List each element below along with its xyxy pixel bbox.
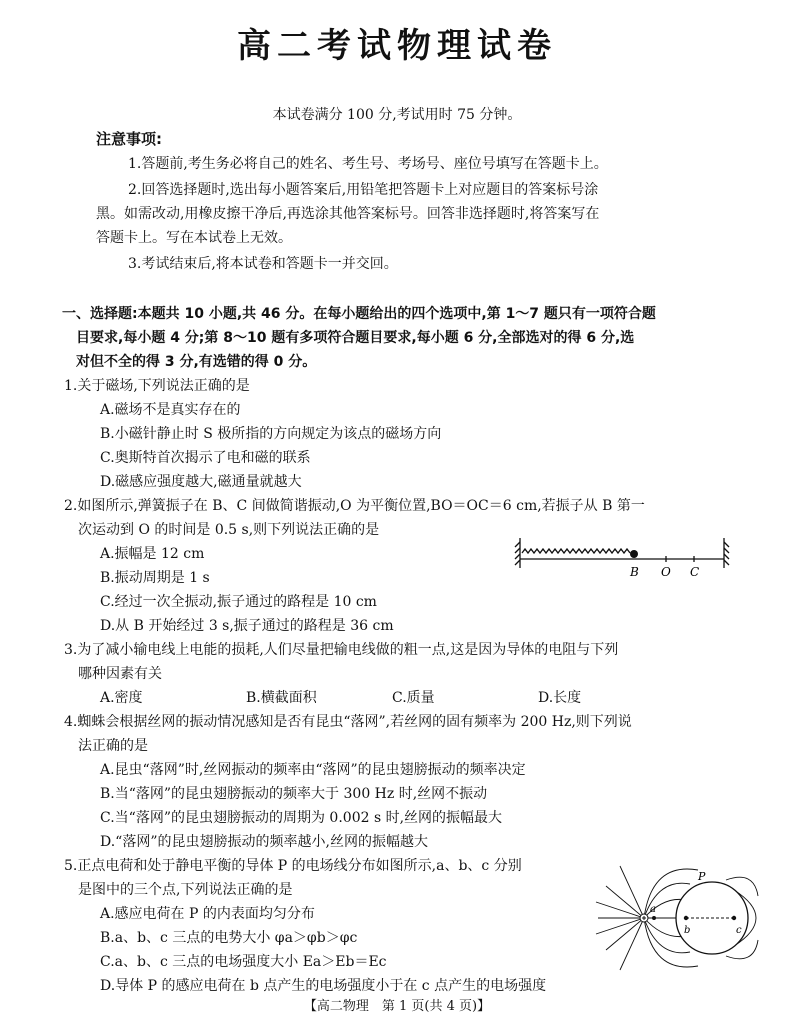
page-footer: 【高二物理 第 1 页(共 4 页)】	[303, 999, 491, 1014]
figure-label-a: a	[650, 904, 656, 915]
notice-heading: 注意事项:	[96, 130, 162, 148]
question-option: B.横截面积	[246, 690, 317, 706]
question-option: A.感应电荷在 P 的内表面均匀分布	[100, 906, 315, 922]
electric-field-figure	[594, 856, 760, 980]
question-stem: 3.为了减小输电线上电能的损耗,人们尽量把输电线做的粗一点,这是因为导体的电阻与下列	[64, 642, 619, 658]
notice-line: 答题卡上。写在本试卷上无效。	[96, 230, 292, 246]
figure-label-c: C	[690, 565, 700, 579]
question-option: C.当“落网”的昆虫翅膀振动的周期为 0.002 s 时,丝网的振幅最大	[100, 810, 503, 826]
question-option: C.a、b、c 三点的电场强度大小 Ea＞Eb＝Ec	[100, 954, 387, 970]
question-option: D.磁感应强度越大,磁通量就越大	[100, 474, 302, 490]
section-instructions: 目要求,每小题 4 分;第 8～10 题有多项符合题目要求,每小题 6 分,全部选对的得 6 分,选	[76, 330, 635, 346]
figure-label-p: P	[698, 870, 706, 883]
question-option: D.导体 P 的感应电荷在 b 点产生的电场强度小于在 c 点产生的电场强度	[100, 978, 547, 994]
section-instructions: 对但不全的得 3 分,有选错的得 0 分。	[76, 354, 317, 370]
question-option: D.“落网”的昆虫翅膀振动的频率越小,丝网的振幅越大	[100, 834, 428, 850]
question-option: A.磁场不是真实存在的	[100, 402, 241, 418]
question-stem: 5.正点电荷和处于静电平衡的导体 P 的电场线分布如图所示,a、b、c 分别	[64, 858, 522, 874]
question-option: D.长度	[538, 690, 582, 706]
notice-line: 2.回答选择题时,选出每小题答案后,用铅笔把答题卡上对应题目的答案标号涂	[128, 182, 599, 198]
question-option: B.振动周期是 1 s	[100, 570, 210, 586]
question-option: B.小磁针静止时 S 极所指的方向规定为该点的磁场方向	[100, 426, 442, 442]
section-instructions: 一、选择题:本题共 10 小题,共 46 分。在每小题给出的四个选项中,第 1～7 题只有一项符合题	[62, 306, 656, 322]
exam-info: 本试卷满分 100 分,考试用时 75 分钟。	[272, 107, 522, 123]
figure-label-c: c	[736, 925, 742, 936]
figure-label-b: B	[630, 565, 639, 579]
question-option: B.a、b、c 三点的电势大小 φa＞φb＞φc	[100, 930, 358, 946]
question-option: B.当“落网”的昆虫翅膀振动的频率大于 300 Hz 时,丝网不振动	[100, 786, 488, 802]
question-option: A.密度	[100, 690, 143, 706]
question-option: D.从 B 开始经过 3 s,振子通过的路程是 36 cm	[100, 618, 394, 634]
page-title: 高二考试物理试卷	[237, 26, 557, 66]
question-stem: 法正确的是	[78, 738, 148, 754]
question-option: C.奥斯特首次揭示了电和磁的联系	[100, 450, 311, 466]
question-stem: 哪种因素有关	[78, 666, 162, 682]
figure-label-o: O	[661, 565, 671, 579]
question-stem: 4.蜘蛛会根据丝网的振动情况感知是否有昆虫“落网”,若丝网的固有频率为 200 Hz,则下列说	[64, 714, 632, 730]
question-stem: 2.如图所示,弹簧振子在 B、C 间做简谐振动,O 为平衡位置,BO＝OC＝6 cm,若振子从 B 第一	[64, 498, 645, 514]
question-stem: 次运动到 O 的时间是 0.5 s,则下列说法正确的是	[78, 522, 380, 538]
figure-label-b: b	[684, 925, 691, 936]
question-option: C.质量	[392, 690, 435, 706]
notice-line: 1.答题前,考生务必将自己的姓名、考生号、考场号、座位号填写在答题卡上。	[128, 156, 608, 172]
question-stem: 是图中的三个点,下列说法正确的是	[78, 882, 293, 898]
question-option: C.经过一次全振动,振子通过的路程是 10 cm	[100, 594, 377, 610]
spring-oscillator-figure	[514, 532, 734, 582]
question-option: A.振幅是 12 cm	[100, 546, 205, 562]
notice-line: 3.考试结束后,将本试卷和答题卡一并交回。	[128, 256, 398, 272]
question-stem: 1.关于磁场,下列说法正确的是	[64, 378, 250, 394]
question-option: A.昆虫“落网”时,丝网振动的频率由“落网”的昆虫翅膀振动的频率决定	[100, 762, 526, 778]
notice-line: 黑。如需改动,用橡皮擦干净后,再选涂其他答案标号。回答非选择题时,将答案写在	[96, 206, 600, 222]
